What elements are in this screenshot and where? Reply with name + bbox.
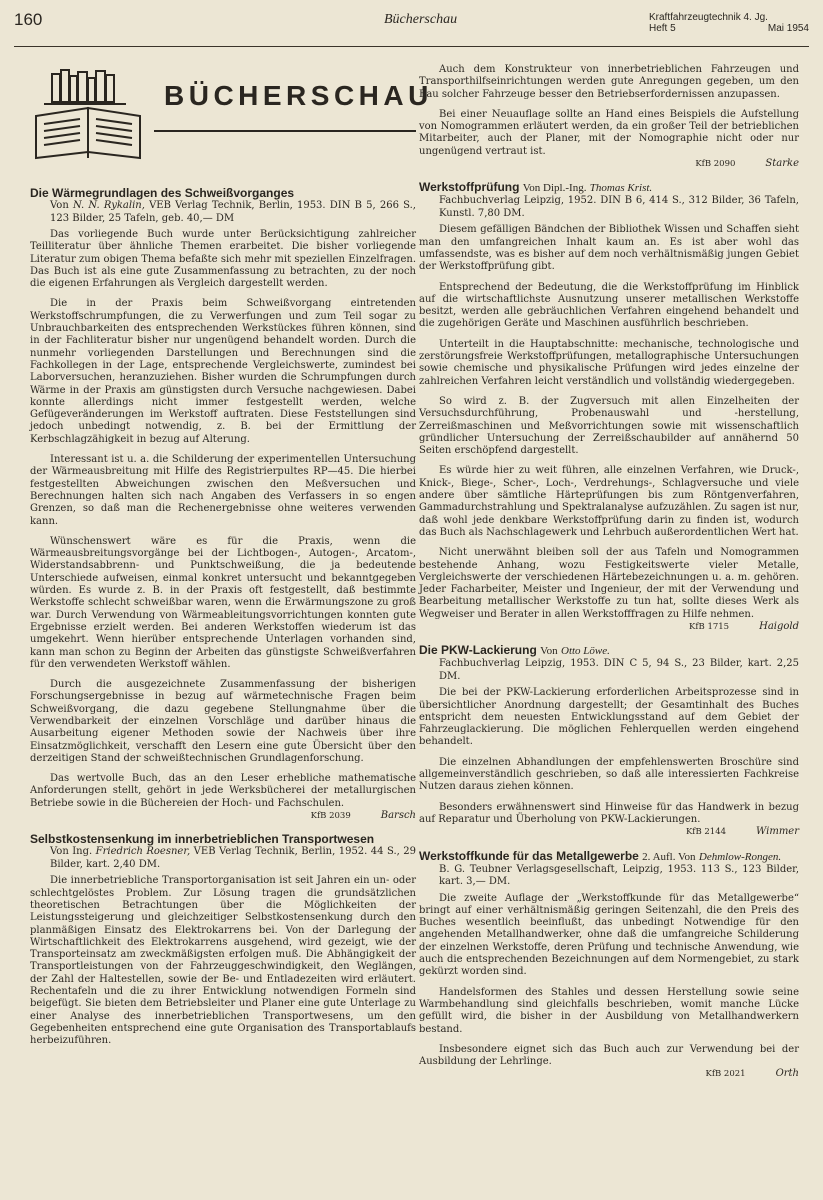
biblio-prefix: Von (50, 200, 69, 211)
section-title: Bücherschau (384, 12, 458, 27)
review-paragraph: Diesem gefälligen Bändchen der Bibliothek Wissen und Schaffen sieht man den umfangreichen Inhalt kaum an. Es ist aber wohl das umfassendste, was es bisher auf dem noch verhältnismäßig jungen Gebiet der Werkstoffprüfung gibt. (419, 224, 799, 273)
review-3 (419, 180, 799, 633)
review-paragraph: Es würde hier zu weit führen, alle einzelnen Verfahren, wie Druck-, Knick-, Biege-, Scher-, Loch-, Verdrehungs-, Schlagversuche und viele andere über sämtliche Härteprüfungen bis zum Röntgenverfahren, Gammadurchstrahlung und Spektralanalyse aufzuzählen. Zu sagen ist nur, daß wohl jede denkbare Werkstoffprüfung darin zu finden ist, wodurch das Buch als Nachschlagewerk und Lehrbuch außerordentlichen Wert hat. (419, 465, 799, 538)
review-paragraph: So wird z. B. der Zugversuch mit allen Einzelheiten der Versuchsdurchführung, Probenauswahl und -herstellung, Zerreißmaschinen und Meßvorrichtungen sowie mit wissenschaftlich gründlicher Untersuchung der Zerreißschaubilder auf annähernd 50 Seiten erschöpfend dargestellt. (419, 395, 799, 457)
section-logo (30, 54, 433, 176)
review-signature (419, 621, 799, 633)
reviewer-name: Wimmer (756, 826, 799, 838)
ksb-number: KfB 2144 (685, 827, 727, 838)
page-number: 160 (14, 10, 43, 29)
review-5 (419, 849, 799, 1081)
journal-name: Kraftfahrzeugtechnik 4. Jg. (649, 12, 768, 23)
review-2 (30, 832, 416, 1047)
review-paragraph: Wünschenswert wäre es für die Praxis, wenn die Wärmeausbreitungsvorgänge bei der Lichtbogen-, Autogen-, Arcatom-, Widerstandsabbrenn- und Punktschweißung, die ja bedeutende Unterschiede aufweisen, einmal konkret untersucht und bekanntgegeben würden. Es wurde z. B. in der Praxis oft festgestellt, daß bestimmte Werkstoffe schlecht schweißbar waren, wenn die Erwärmungszone zu groß war. Durch Verwendung von Wärmeableitungsvorrichtungen konnten gute Ergebnisse erzielt werden. Bei anderen Werkstoffen wiederum ist das umgekehrt. Wenn hierüber entsprechende Unterlagen vorhanden sind, kann man schon zu Beginn der Arbeiten das günstigste Schweißverfahren für den verwendeten Werkstoff wählen. (30, 535, 416, 670)
review-author: Otto Löwe. (561, 645, 610, 658)
left-column (30, 54, 433, 1056)
review-signature (419, 1068, 799, 1080)
review-author: N. N. Rykalin, (72, 200, 145, 211)
review-biblio (50, 846, 416, 871)
review-biblio (50, 200, 416, 225)
review-paragraph: Das wertvolle Buch, das an den Leser erhebliche mathematische Anforderungen stellt, gehört in jede Werksbücherei der metallurgischen Betriebe sowie in die Büchereien der Hoch- und Fachschulen. (30, 773, 416, 809)
review-paragraph: Die bei der PKW-Lackierung erforderlichen Arbeitsprozesse sind in übersichtlicher Anordnung dargestellt; der Gesamtinhalt des Buches entspricht dem neuesten Entwicklungsstand auf dem Gebiet der Fahrzeuglackierung. Die möglichen Fehlerquellen werden eingehend behandelt. (419, 687, 799, 748)
review-paragraph: Nicht unerwähnt bleiben soll der aus Tafeln und Nomogrammen bestehende Anhang, wozu Festigkeitswerte vieler Metalle, Vergleichswerte der verschiedenen Härtebezeichnungen u. a. m. gehören. Jeder Facharbeiter, Meister und Ingenieur, der mit der Verwendung und Bearbeitung metallischer Werkstoffe zu tun hat, sollte dieses Werk als Wegweiser und Berater in allen Werkstofffragen zu Hilfe nehmen. (419, 547, 799, 620)
brand-title: BÜCHERSCHAU (164, 80, 433, 111)
review-paragraph: Die zweite Auflage der „Werkstoffkunde für das Metallgewerbe“ bringt auf einer verhältnismäßig geringen Seitenzahl, die den Preis des Buches wesentlich beeinflußt, das unbedingt Notwendige für den angehenden Metallhandwerker, ohne daß die umfangreiche Schilderung der einzelnen Werkstoffe, deren Prüfung und technische Anwendung, wie auch die entsprechenden Bezeichnungen auf dem Normengebiet, zu stark gekürzt worden sind. (419, 892, 799, 978)
journal-issue: Heft 5 (649, 23, 676, 34)
brand-underline (154, 130, 416, 132)
reviewer-name: Barsch (380, 810, 416, 822)
review-paragraph: Insbesondere eignet sich das Buch auch zur Verwendung bei der Ausbildung der Lehrlinge. (419, 1043, 799, 1068)
review-biblio: Fachbuchverlag Leipzig, 1953. DIN C 5, 94 S., 23 Bilder, kart. 2,25 DM. (439, 658, 799, 682)
review-paragraph: Das vorliegende Buch wurde unter Berücksichtigung zahlreicher Teilliteratur über ähnliche Themen erarbeitet. Die bisher vorliegende Literatur zum obigen Thema befaßte sich mehr mit speziellen Einzelfragen. Das Buch ist als eine gute Zusammenfassung zu betrachten, zu der noch die eigenen Erfahrungen als Vergleich dargestellt werden. (30, 229, 416, 290)
right-column (419, 64, 799, 1087)
review-signature (419, 826, 799, 838)
review-biblio: Fachbuchverlag Leipzig, 1952. DIN B 6, 414 S., 312 Bilder, 36 Tafeln, Kunstl. 7,80 DM. (439, 195, 799, 219)
reviewer-name: Haigold (759, 620, 799, 632)
ksb-number: KfB 2039 (310, 811, 351, 822)
reviewer-name: Orth (775, 1068, 799, 1080)
review-paragraph: Interessant ist u. a. die Schilderung der experimentellen Untersuchung der Wärmeausbreitung mit Hilfe des Registrierpultes RP—45. Die hierbei festgestellten Abweichungen zwischen den Meßversuchen und Berechnungen halten sich nach Angaben des Verfassers in so engen Grenzen, so daß man die Rechenergebnisse ohne weiteres verwenden kann. (30, 454, 416, 527)
review-paragraph: Die in der Praxis beim Schweißvorgang eintretenden Werkstoffschrumpfungen, die zu Verwerfungen und zum Teil sogar zu Unbrauchbarkeiten des entsprechenden Werkstückes führen können, sind in der Fachliteratur bisher nur ungenügend behandelt worden. Durch die nunmehr vorliegenden Darstellungen und Berechnungen sind die Fachkollegen in der Lage, entsprechende Vergleichswerte, zumindest bei Laborversuchen, heranzuziehen. Bisher wurden die Schrumpfungen durch Wärme in der Praxis am günstigsten durch Versuche nachgewiesen. Dabei konnte allerdings nicht immer festgestellt werden, welche Gefügeveränderungen im Werkstoff auftraten. Diese Feststellungen sind jedoch unbedingt notwendig, z. B. bei der Ermittlung der Kerbschlagzähigkeit in bezug auf Alterung. (30, 298, 416, 445)
review-title-text: Die PKW-Lackierung (419, 643, 537, 658)
review-paragraph: Handelsformen des Stahles und dessen Herstellung sowie seine Warmbehandlung sind gleichfalls beschrieben, womit manche Lücke gefüllt wird, die bisher in der Ausbildung von Metallhandwerkern bestand. (419, 986, 799, 1035)
review-paragraph: Durch die ausgezeichnete Zusammenfassung der bisherigen Forschungsergebnisse in bezug auf wärmetechnische Fragen beim Schweißvorgang, die dazu gegebene Stellungnahme über die Verwendbarkeit der einzelnen Vorschläge und darüber hinaus die Ausarbeitung eigener Methoden sowie der Nachweis über ihre Einsatzmöglichkeit, verschafft den Lesern eine gute Übersicht über den derzeitigen Stand der schweißtechnischen Grundlagenforschung. (30, 679, 416, 764)
review-title: Die Wärmegrundlagen des Schweißvorganges (30, 186, 295, 200)
reviewer-name: Starke (765, 158, 799, 170)
journal-info (649, 12, 809, 34)
journal-date: Mai 1954 (767, 23, 809, 34)
review-paragraph: Die innerbetriebliche Transportorganisation ist seit Jahren ein un- oder schlechtgelöstes Problem. Zur Lösung tragen die grundsätzlichen theoretischen Betrachtungen über die Möglichkeiten der Leistungssteigerung und gleichzeitiger Selbstkostensenkung durch den planmäßigen Einsatz des Elektrokarrens bei. Von der Darlegung der Wirtschaftlichkeit des Elektrokarrens ausgehend, wird gezeigt, wie der Transporteinsatz am zweckmäßigsten erfolgen muß. Die Abhängigkeit der Transportleistungen von der Fahrzeuggeschwindigkeit, den Weglängen, der Zahl der Haltestellen, sowie der Be- und Entladezeiten wird erläutert. Rechentafeln und die zu ihrer Entwicklung notwendigen Formeln sind beigefügt. Sie bieten dem Betriebsleiter und Planer eine gute Unterlage zu einer Analyse des innerbetrieblichen Transportwesens, um den Gegebenheiten entsprechend eine gute Organisation des Transportablaufs herbeizuführen. (30, 875, 416, 1047)
review-paragraph: Besonders erwähnenswert sind Hinweise für das Handwerk in bezug auf Reparatur und Überholung von PKW-Lackierungen. (419, 801, 799, 825)
review-title (419, 849, 799, 864)
ksb-number: KfB 2090 (695, 159, 736, 170)
review-title (419, 643, 799, 658)
review-author: Dehmlow-Rongen. (698, 850, 782, 863)
review-paragraph: Entsprechend der Bedeutung, die die Werkstoffprüfung im Hinblick auf die wirtschaftlichste Ausnutzung unserer metallischen Werkstoffe besitzt, werden alle gebräuchlichen Verfahren eingehend behandelt und die zugehörigen Geräte und Maschinen ausführlich beschrieben. (419, 281, 799, 330)
review-paragraph: Auch dem Konstrukteur von innerbetrieblichen Fahrzeugen und Transporthilfseinrichtungen werden gute Anregungen gegeben, um den Bau solcher Fahrzeuge besser den Betriebserfordernissen anzupassen. (419, 64, 799, 100)
review-paragraph: Die einzelnen Abhandlungen der empfehlenswerten Broschüre sind allgemeinverständlich geschrieben, so daß alle interessierten Fachkreise Nutzen daraus ziehen können. (419, 756, 799, 793)
review-author: Thomas Krist. (589, 182, 653, 195)
review-paragraph: Unterteilt in die Hauptabschnitte: mechanische, technologische und zerstörungsfreie Werkstoffprüfungen, metallographische Untersuchungen sowie chemische und physikalische Prüfungen wird jedes einzelne der zahlreichen Verfahren leicht verständlich und vollständig wiedergegeben. (419, 338, 799, 387)
review-signature (30, 810, 416, 822)
ksb-number: KfB 1715 (689, 621, 730, 632)
biblio-prefix: Von (540, 645, 558, 658)
review-1 (30, 186, 416, 822)
biblio-prefix: 2. Aufl. Von (642, 850, 696, 863)
review-4 (419, 643, 799, 838)
review-2-continued (419, 64, 799, 170)
review-title-text: Werkstoffkunde für das Metallgewerbe (419, 848, 639, 863)
review-paragraph: Bei einer Neuauflage sollte an Hand eines Beispiels die Aufstellung von Nomogrammen erläutert werden, da ein großer Teil der betrieblichen Mitarbeiter, auch der Planer, mit der Nomographie nicht oder nur ungenügend vertraut ist. (419, 108, 799, 157)
page-header (14, 10, 809, 58)
biblio-details: VEB Verlag Technik, Berlin, 1952. 44 S., 29 Bilder, kart. 2,40 DM. (50, 846, 417, 870)
review-title-text: Werkstoffprüfung (419, 180, 520, 195)
review-title: Selbstkostensenkung im innerbetrieblichen Transportwesen (30, 832, 375, 847)
open-book-bookshelf-icon (30, 54, 154, 164)
biblio-prefix: Von Dipl.-Ing. (522, 182, 587, 195)
biblio-details: VEB Verlag Technik, Berlin, 1953. DIN B 5, 266 S., 123 Bilder, 25 Tafeln, geb. 40,— DM (50, 200, 416, 224)
review-signature (419, 158, 799, 170)
ksb-number: KfB 2021 (705, 1069, 746, 1080)
review-author: Friedrich Roesner, (95, 846, 191, 858)
header-rule (14, 46, 809, 47)
review-biblio: B. G. Teubner Verlagsgesellschaft, Leipzig, 1953. 113 S., 123 Bilder, kart. 3,— DM. (439, 863, 799, 888)
biblio-prefix: Von Ing. (50, 846, 93, 858)
review-title (419, 180, 799, 195)
